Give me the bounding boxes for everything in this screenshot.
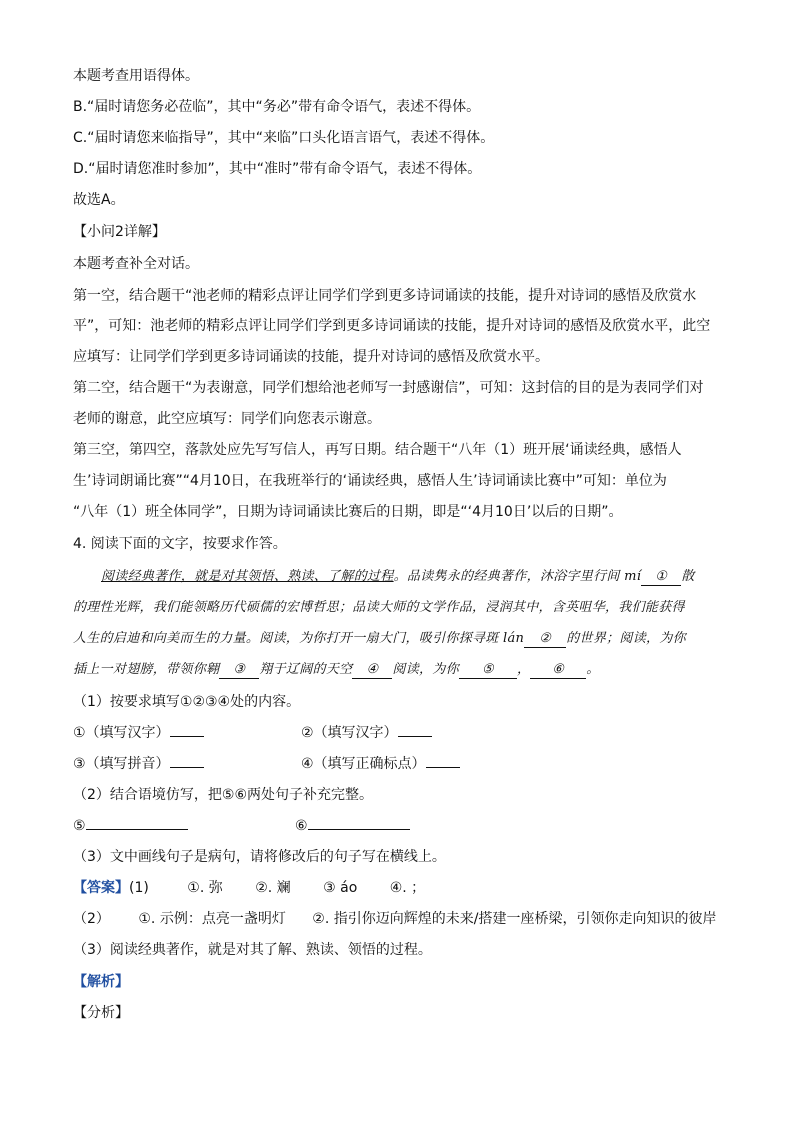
analysis-option-d: D.“届时请您准时参加”，其中“准时”带有命令语气，表述不得体。 [73,161,482,177]
blank-4: ④ [352,662,392,679]
choice-conclusion: 故选A。 [73,192,125,208]
answer-item: ①. 示例：点亮一盏明灯 [138,911,286,927]
answer-line-5[interactable] [86,829,188,830]
question-title: 4. 阅读下面的文字，按要求作答。 [73,536,287,552]
analysis-tag: 【解析】 [73,974,129,990]
passage-line-4: 插上一对翅膀，带领你翱 ③ 翔于辽阔的天空 ④ 阅读，为你 ⑤ ， ⑥ 。 [73,662,600,677]
subquestion-intro: 本题考查补全对话。 [73,256,199,272]
subquestion-1: （1）按要求填写①②③④处的内容。 [73,694,301,710]
answer-line-6[interactable] [308,829,410,830]
subquestion-2: （2）结合语境仿写，把⑤⑥两处句子补充完整。 [73,787,374,803]
analysis-subheading: 【分析】 [73,1005,129,1021]
blank-3: ③ [219,662,259,679]
explanation-line: 应填写：让同学们学到更多诗词诵读的技能，提升对诗词的感悟及欣赏水平。 [73,349,549,365]
explanation-line: 第三空，第四空，落款处应先写写信人，再写日期。结合题干“八年（1）班开展‘诵读经典，感悟人 [73,442,682,458]
passage-line-2: 的理性光辉，我们能领略历代硕儒的宏博哲思；品读大师的文学作品，浸润其中，含英咀华，我们能获得 [73,600,685,615]
answer-line-3[interactable] [170,767,204,768]
answer-item: ①. 弥 [187,880,223,896]
answer-item: ③ áo [323,880,358,896]
explanation-line: 老师的谢意，此空应填写：同学们向您表示谢意。 [73,411,381,427]
answer-line-row-3: （3）阅读经典著作，就是对其了解、熟读、领悟的过程。 [73,942,432,958]
blank-2: ② [524,631,566,648]
answer-line-1[interactable] [170,736,204,737]
answer-line-row-2: （2） ①. 示例：点亮一盏明灯 ②. 指引你迈向辉煌的未来/搭建一座桥梁，引领你走向知识的彼岸 [73,911,717,927]
underlined-sentence: 阅读经典著作，就是对其领悟、熟读、了解的过程 [101,569,394,584]
answer-tag: 【答案】 [73,880,129,896]
fill-item-6: ⑥ [295,816,410,836]
analysis-line: 本题考查用语得体。 [73,68,199,84]
subquestion-3: （3）文中画线句子是病句，请将修改后的句子写在横线上。 [73,849,446,865]
subquestion-heading: 【小问2详解】 [73,224,166,240]
blank-5: ⑤ [459,662,517,679]
answer-line-2[interactable] [398,736,432,737]
passage-line-3: 人生的启迪和向美而生的力量。阅读，为你打开一扇大门，吸引你探寻斑 lán ② 的世界；阅读，为你 [73,631,686,646]
blank-6: ⑥ [530,662,586,679]
fill-item-4: ④（填写正确标点） [301,754,460,774]
explanation-line: 第一空，结合题干“池老师的精彩点评让同学们学到更多诗词诵读的技能，提升对诗词的感悟及欣赏水 [73,288,697,304]
passage-line-1: 阅读经典著作，就是对其领悟、熟读、了解的过程。品读隽永的经典著作，沐浴字里行间 mí ① 散 [101,569,695,584]
fill-item-3: ③（填写拼音） [73,754,204,774]
explanation-line: “八年（1）班全体同学”，日期为诗词诵读比赛后的日期，即是“‘4月10日’以后的日期”。 [73,504,623,520]
explanation-line: 第二空，结合题干“为表谢意，同学们想给池老师写一封感谢信”，可知：这封信的目的是为表同学们对 [73,380,704,396]
explanation-line: 平”，可知：池老师的精彩点评让同学们学到更多诗词诵读的技能，提升对诗词的感悟及欣赏水平，此空 [73,318,711,334]
answer-line-4[interactable] [426,767,460,768]
answer-item: ②. 斓 [255,880,291,896]
fill-item-5: ⑤ [73,816,188,836]
blank-1: ① [641,569,681,586]
fill-item-1: ①（填写汉字） [73,723,204,743]
answer-item: ④. ； [389,880,426,896]
analysis-option-b: B.“届时请您务必莅临”，其中“务必”带有命令语气，表述不得体。 [73,99,481,115]
fill-item-2: ②（填写汉字） [301,723,432,743]
answer-item: ②. 指引你迈向辉煌的未来/搭建一座桥梁，引领你走向知识的彼岸 [312,911,717,927]
explanation-line: 生’诗词朗诵比赛”“4月10日，在我班举行的‘诵读经典，感悟人生’诗词诵读比赛中”可知：单位为 [73,473,667,489]
analysis-option-c: C.“届时请您来临指导”，其中“来临”口头化语言语气，表述不得体。 [73,130,495,146]
answer-line-row-1: 【答案】(1) ①. 弥 ②. 斓 ③ áo ④. ； [73,880,426,896]
